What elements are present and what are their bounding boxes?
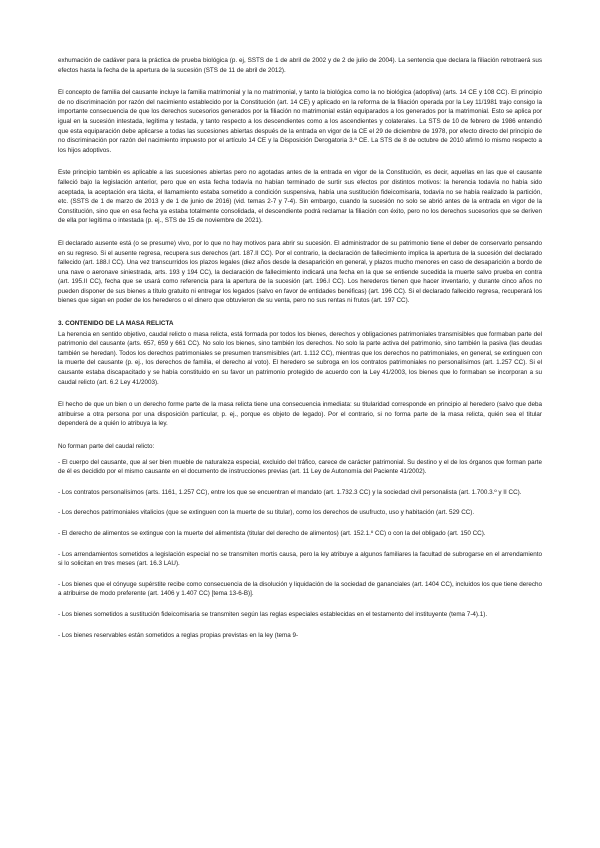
list-item-reservable: - Los bienes reservables están sometidos a reglas propias previstas en la ley (tema 9- (58, 631, 299, 639)
list-item-personal-contracts: - Los contratos personalísimos (arts. 1161, 1.257 CC), entre los que se encuentran el mandato (art. 1.732.3 CC) y la sociedad civil personalista (art. 1.700.3.º y II CC). (58, 488, 522, 496)
section-heading: 3. CONTENIDO DE LA MASA RELICTA (58, 320, 174, 328)
paragraph-family-concept: El concepto de familia del causante incluye la familia matrimonial y la no matrimonial, y tanto la biológica como la no biológica (adoptiva) (arts. 14 CE y 108 CC). El principio de no discriminación por razón del nacimiento establecido por la Constitución (art. 14 CE) y aplicado en la reforma de la filiación operada por la Ley 11/1981 trajo consigo la importante consecuencia de que los derechos sucesorios generados por la filiación no matrimonial están equiparados a los generados por la matrimonial. Esto se aplica por igual en la sucesión intestada, legítima y testada, y tanto respecto a los descendientes como a los ascendientes y colaterales. La STS de 10 de febrero de 1986 entendió que esta equiparación debe aplicarse a todas las sucesiones abiertas después de la entrada en vigor de la CE el 29 de diciembre de 1978, por efecto directo del principio de no discriminación por razón del nacimiento impuesto por el artículo 14 CE y la Disposición Derogatoria 3.ª CE. La STS de 8 de octubre de 2010 afirmó lo mismo respecto a los hijos adoptivos. (58, 89, 542, 154)
list-item-spouse-assets: - Los bienes que el cónyuge supérstite recibe como consecuencia de la disolución y liquidación de la sociedad de gananciales (art. 1404 CC), incluidos los que tiene derecho a atribuirse de modo preferente (art. 1406 y 1.407 CC) [tema 13-6-B)]. (58, 580, 542, 598)
paragraph-estate-definition: La herencia en sentido objetivo, caudal relicto o masa relicta, está formada por todos los bienes, derechos y obligaciones patrimoniales transmisibles que formaban parte del patrimonio del causante (arts. 657, 659 y 661 CC). No solo los bienes, sino también los derechos. No solo la parte activa del patrimonio, sino también la pasiva (las deudas también se heredan). Todos los derechos patrimoniales se presumen transmisibles (art. 1.112 CC), mientras que los derechos no patrimoniales, en general, se extinguen con la muerte del causante (p. ej., los derechos de familia, el derecho al voto). El heredero se subroga en los contratos patrimoniales no personalísimos (art. 1.257 CC). Si el causante estaba discapacitado y se había constituido en su favor un patrimonio protegido de acuerdo con la Ley 41/2003, los bienes que lo formaban se incorporan a su caudal relicto (art. 6.2 Ley 41/2003). (58, 330, 542, 386)
list-item-body: - El cuerpo del causante, que al ser bien mueble de naturaleza especial, excluido del tráfico, carece de carácter patrimonial. Su destino y el de los órganos que forman parte de él es decidido por el mismo causante en el documento de instrucciones previas (art. 11 Ley de Autonomía del Paciente 41/2002). (58, 458, 542, 476)
paragraph-unexhausted-successions: Este principio también es aplicable a las sucesiones abiertas pero no agotadas antes de la entrada en vigor de la Constitución, es decir, aquellas en las que el causante falleció bajo la legislación anterior, pero que en esta fecha todavía no habían terminado de surtir sus efectos por distintos motivos: la herencia todavía no había sido aceptada, la aceptación era tácita, el llamamiento estaba sometido a condición suspensiva, había una sustitución fideicomisaria, todavía no se había realizado la partición, etc. (SSTS de 1 de marzo de 2013 y de 1 de junio de 2016) (vid. temas 2-7 y 7-4). Sin embargo, cuando la sucesión no solo se abrió antes de la entrada en vigor de la Constitución, sino que en esa fecha ya estaba totalmente consolidada, el descendiente podrá reclamar la filiación con éxito, pero no los derechos sucesorios que se deriven de ella por legítima o intestada (p. ej., STS de 15 de noviembre de 2021). (58, 169, 542, 225)
list-item-alimony: - El derecho de alimentos se extingue con la muerte del alimentista (titular del derecho de alimentos) (art. 152.1.º CC) o con la del obligado (art. 150 CC). (58, 529, 486, 537)
paragraph-filiation-evidence: exhumación de cadáver para la práctica de prueba biológica (p. ej, SSTS de 1 de abril de 2002 y de 2 de julio de 2004). La sentencia que declara la filiación retrotraerá sus efectos hasta la fecha de la apertura de la sucesión (STS de 11 de abril de 2012). (58, 57, 542, 74)
paragraph-exclusions-intro: No forman parte del caudal relicto: (58, 443, 155, 450)
paragraph-declared-absent: El declarado ausente está (o se presume) vivo, por lo que no hay motivos para abrir su sucesión. El administrador de su patrimonio tiene el deber de conservarlo pensando en su regreso. Si el ausente regresa, recupera sus derechos (art. 187.II CC). Por el contrario, la declaración de fallecimiento implica la apertura de la sucesión del declarado fallecido (art. 188.I CC). Una vez transcurridos los plazos legales (diez años desde la desaparición en general, y plazos mucho menores en caso de desaparición a bordo de una nave o aeronave siniestrada, arts. 193 y 194 CC), la declaración de fallecimiento indicará una fecha en la que se entiende sucedida la muerte salvo prueba en contra (art. 195.II CC), fecha que se usará como referencia para la apertura de la sucesión (art. 196.I CC). Los herederos tienen que hacer inventario, y durante cinco años no pueden disponer de sus bienes a título gratuito ni entregar los legados (salvo en favor de entidades benéficas) (art. 196 CC). Si el declarado fallecido regresa, recuperará los bienes que sigan en poder de los herederos o el dinero que obtuvieron de su venta, pero no sus rentas ni frutos (art. 197 CC). (58, 239, 542, 305)
list-item-fideicommissary: - Los bienes sometidos a sustitución fideicomisaria se transmiten según las reglas especiales establecidas en el testamento del instituyente (tema 7-4).1). (58, 610, 488, 618)
list-item-leases: - Los arrendamientos sometidos a legislación especial no se transmiten mortis causa, pero la ley atribuye a algunos familiares la facultad de subrogarse en el arrendamiento si lo solicitan en tres meses (art. 16.3 LAU). (58, 550, 542, 568)
list-item-lifetime-rights: - Los derechos patrimoniales vitalicios (que se extinguen con la muerte de su titular), como los derechos de usufructo, uso y habitación (art. 529 CC). (58, 509, 475, 517)
paragraph-estate-consequence: El hecho de que un bien o un derecho forme parte de la masa relicta tiene una consecuencia inmediata: su titularidad corresponde en principio al heredero (salvo que deba atribuirse a otra persona por una disposición particular, p. ej., porque es objeto de legado). Por el contrario, si no forma parte de la masa relicta, quién sea el titular dependerá de a quién lo atribuya la ley. (58, 401, 542, 428)
